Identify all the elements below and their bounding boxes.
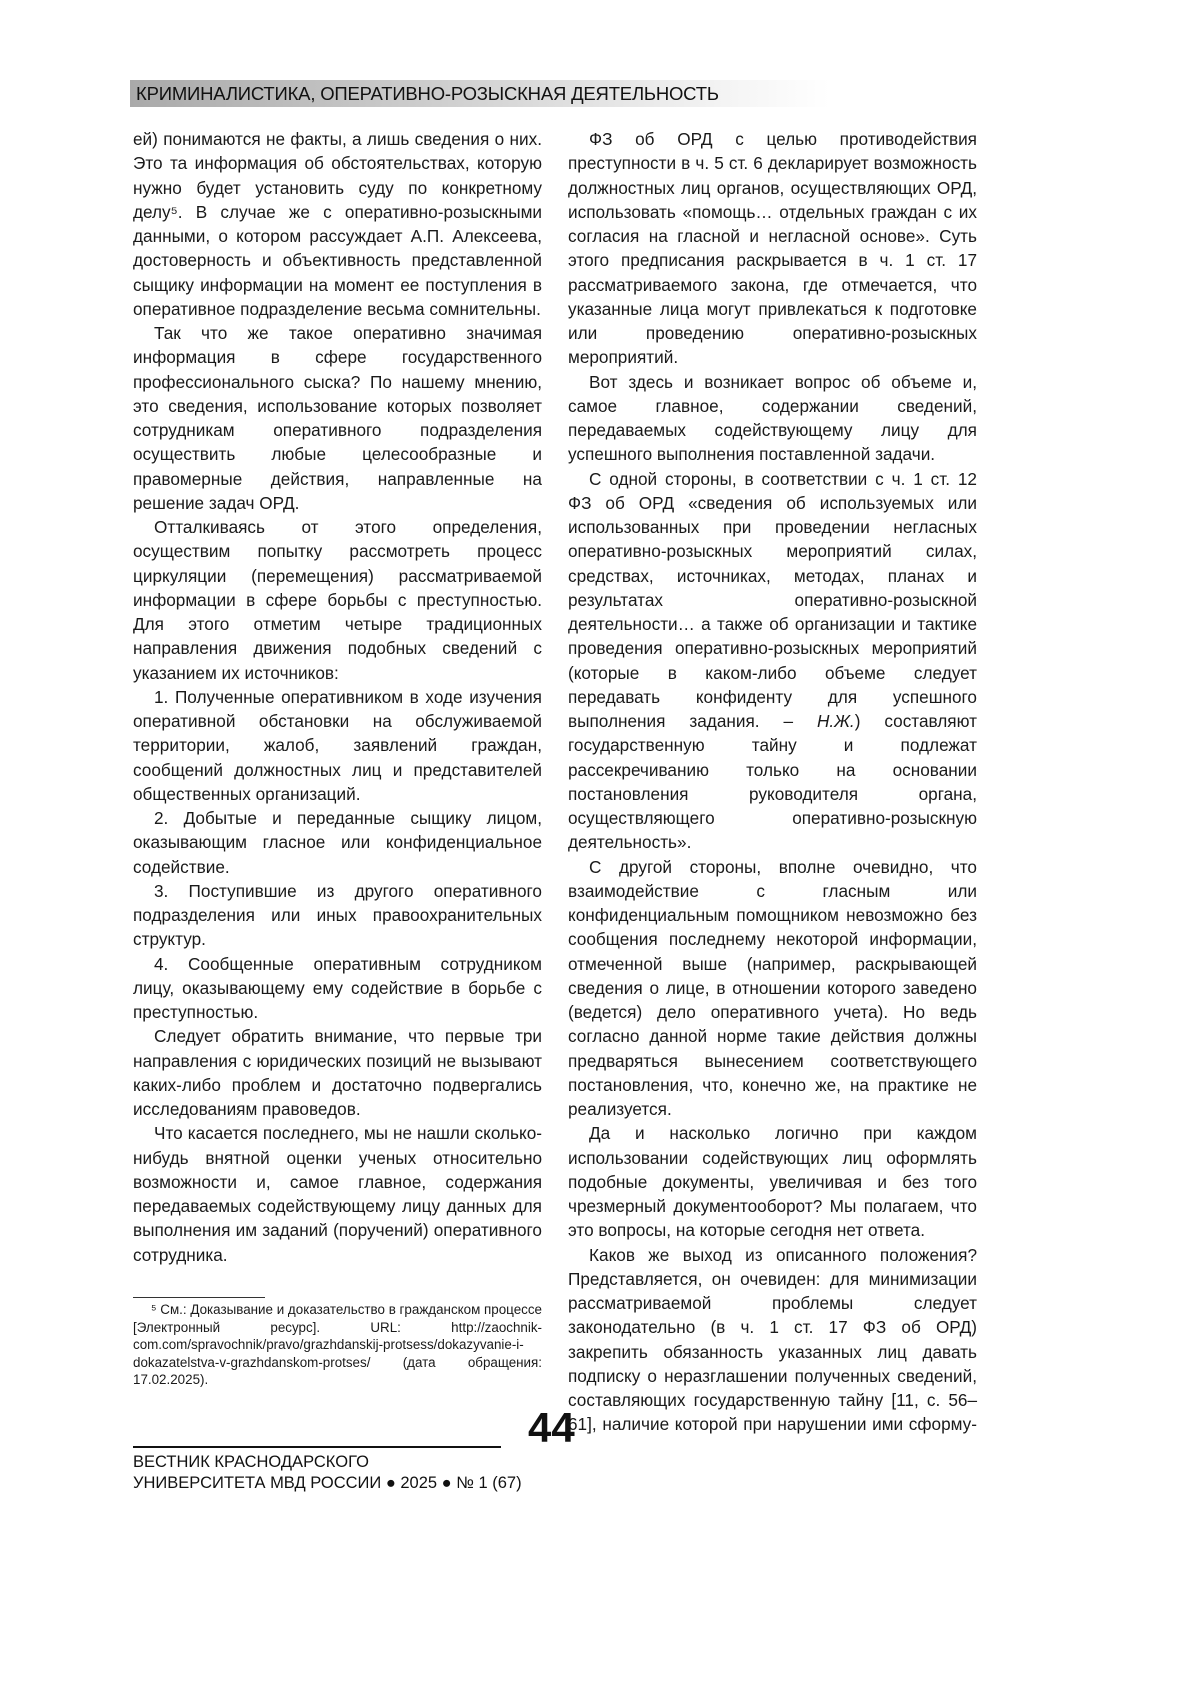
journal-name-line2: УНИВЕРСИТЕТА МВД РОССИИ ● 2025 ● № 1 (67) [133,1473,522,1494]
paragraph: Да и насколько логично при каждом использовании содействующих лиц оформлять подобные документы, увеличивая и без того чрезмерный документооборот? Мы полагаем, что это вопросы, на которые сегодня нет ответа. [568,1121,977,1242]
paragraph: С другой стороны, вполне очевидно, что взаимодействие с гласным или конфиденциальным помощником невозможно без сообщения последнему некоторой информации, отмеченной выше (например, раскрывающей сведения о лице, в отношении которого заведено (ведется) дело оперативного учета). Но ведь согласно данной норме такие действия должны предваряться вынесением соответствующего постановления, что, конечно же, на практике не реализуется. [568,855,977,1122]
paragraph: ФЗ об ОРД с целью противодействия преступности в ч. 5 ст. 6 декларирует возможность должностных лиц органов, осуществляющих ОРД, использовать «помощь… отдельных граждан с их согласия на гласной и негласной основе». Суть этого предписания раскрывается в ч. 1 ст. 17 рассматриваемого закона, где отмечается, что указанные лица могут привлекаться к подготовке или проведению оперативно-розыскных мероприятий. [568,127,977,370]
paragraph: Так что же такое оперативно значимая информация в сфере государственного профессионального сыска? По нашему мнению, это сведения, использование которых позволяет сотрудникам оперативного подразделения осуществить любые целесообразные и правомерные действия, направленные на решение задач ОРД. [133,321,542,515]
footnote-text: ⁵ См.: Доказывание и доказательство в гражданском процессе [Электронный ресурс]. URL: http://zaochnik-com.com/spravochnik/pravo/grazhdanskij-protsess/dokazyvanie-i-dokazatelstva-v-grazhdanskom-protses/ (дата обращения: 17.02.2025). [133,1301,542,1389]
footnote [133,1301,542,1389]
paragraph: Следует обратить внимание, что первые три направления с юридических позиций не вызывают каких-либо проблем и достаточно подвергались исследованиям правоведов. [133,1024,542,1121]
list-item: 1. Полученные оперативником в ходе изучения оперативной обстановки на обслуживаемой территории, жалоб, заявлений граждан, сообщений должностных лиц и представителей общественных организаций. [133,685,542,806]
text: ) составляют государственную тайну и подлежат рассекречиванию только на основании постановления руководителя органа, осуществляющего оперативно-розыскную деятельность». [568,711,977,852]
right-column [568,127,977,1437]
paragraph: Каков же выход из описанного положения? Представляется, он очевиден: для минимизации рассматриваемой проблемы следует законодательно (в ч. 1 ст. 17 ФЗ об ОРД) закрепить обязанность указанных лиц давать подписку о неразглашении полученных сведений, составляющих государственную тайну [11, с. 56–61], наличие которой при нарушении ими сформу- [568,1243,977,1437]
paragraph: Вот здесь и возникает вопрос об объеме и, самое главное, содержании сведений, передаваемых содействующему лицу для успешного выполнения поставленной задачи. [568,370,977,467]
section-header [130,80,830,107]
list-item: 3. Поступившие из другого оперативного подразделения или иных правоохранительных структур. [133,879,542,952]
footnote-divider [133,1297,265,1298]
paragraph: Отталкиваясь от этого определения, осуществим попытку рассмотреть процесс циркуляции (перемещения) рассматриваемой информации в сфере борьбы с преступностью. Для этого отметим четыре традиционных направления движения подобных сведений с указанием их источников: [133,515,542,685]
paragraph: ей) понимаются не факты, а лишь сведения о них. Это та информация об обстоятельствах, которую нужно будет установить суду по конкретному делу⁵. В случае же с оперативно-розыскными данными, о котором рассуждает А.П. Алексеева, достоверность и объективность представленной сыщику информации на момент ее поступления в оперативное подразделение весьма сомнительны. [133,127,542,321]
section-title: КРИМИНАЛИСТИКА, ОПЕРАТИВНО-РОЗЫСКНАЯ ДЕЯТЕЛЬНОСТЬ [136,83,719,105]
paragraph [568,467,977,855]
list-item: 2. Добытые и переданные сыщику лицом, оказывающим гласное или конфиденциальное содействие. [133,806,542,879]
footer-divider [133,1446,501,1448]
paragraph: Что касается последнего, мы не нашли сколько-нибудь внятной оценки ученых относительно возможности и, самое главное, содержания передаваемых содействующему лицу данных для выполнения им заданий (поручений) оперативного сотрудника. [133,1121,542,1267]
text: С одной стороны, в соответствии с ч. 1 ст. 12 ФЗ об ОРД «сведения об используемых или использованных при проведении негласных оперативно-розыскных мероприятий силах, средствах, источниках, методах, планах и результатах оперативно-розыскной деятельности… а также об организации и тактике проведения оперативно-розыскных мероприятий (которые в каком-либо объеме следует передавать конфиденту для успешного выполнения задания. – [568,469,977,732]
list-item: 4. Сообщенные оперативным сотрудником лицу, оказывающему ему содействие в борьбе с преступностью. [133,952,542,1025]
journal-name-line1: ВЕСТНИК КРАСНОДАРСКОГО [133,1452,522,1473]
journal-footer [133,1452,522,1494]
page-number: 44 [528,1404,575,1452]
author-initials: Н.Ж. [817,711,855,731]
left-column [133,127,542,1267]
